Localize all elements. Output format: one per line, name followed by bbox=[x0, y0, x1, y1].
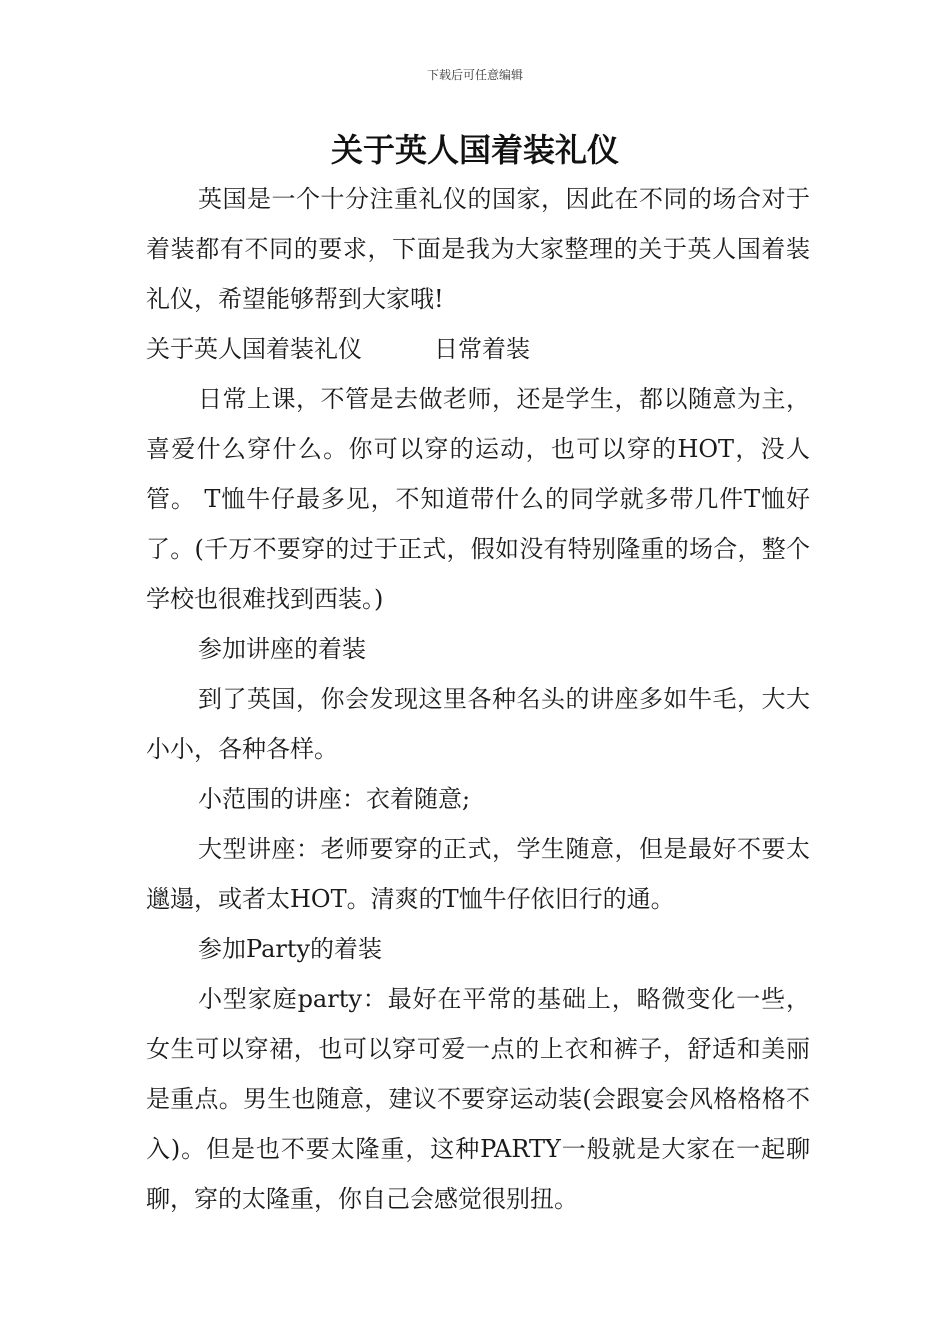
header-note: 下载后可任意编辑 bbox=[426, 68, 523, 82]
paragraph-large-lecture: 大型讲座：老师要穿的正式，学生随意，但是最好不要太邋遢，或者太HOT。清爽的T恤牛仔依旧行的通。 bbox=[146, 835, 810, 913]
intro-paragraph: 英国是一个十分注重礼仪的国家，因此在不同的场合对于着装都有不同的要求，下面是我为大家整理的关于英人国着装礼仪，希望能够帮到大家哦! bbox=[146, 185, 810, 313]
subheading-party: 参加Party的着装 bbox=[198, 935, 383, 963]
document-body bbox=[146, 174, 810, 1224]
paragraph-small-lecture: 小范围的讲座：衣着随意; bbox=[198, 785, 471, 813]
document-title: 关于英人国着装礼仪 bbox=[330, 131, 619, 169]
paragraph-small-party: 小型家庭party：最好在平常的基础上，略微变化一些，女生可以穿裙，也可以穿可爱一点的上衣和裤子，舒适和美丽是重点。男生也随意，建议不要穿运动装(会跟宴会风格格格不入)。但是也不要太隆重，这种PARTY一般就是大家在一起聊聊，穿的太隆重，你自己会感觉很别扭。 bbox=[146, 985, 810, 1213]
paragraph-lecture-intro: 到了英国，你会发现这里各种名头的讲座多如牛毛，大大小小，各种各样。 bbox=[146, 685, 810, 763]
subheading-lecture: 参加讲座的着装 bbox=[198, 635, 366, 663]
section-heading-daily: 关于英人国着装礼仪 日常着装 bbox=[146, 335, 530, 363]
paragraph-daily-wear: 日常上课，不管是去做老师，还是学生，都以随意为主，喜爱什么穿什么。你可以穿的运动，也可以穿的HOT，没人管。 T恤牛仔最多见，不知道带什么的同学就多带几件T恤好了。(千万不要穿的过于正式，假如没有特别隆重的场合，整个学校也很难找到西装。) bbox=[146, 385, 810, 613]
